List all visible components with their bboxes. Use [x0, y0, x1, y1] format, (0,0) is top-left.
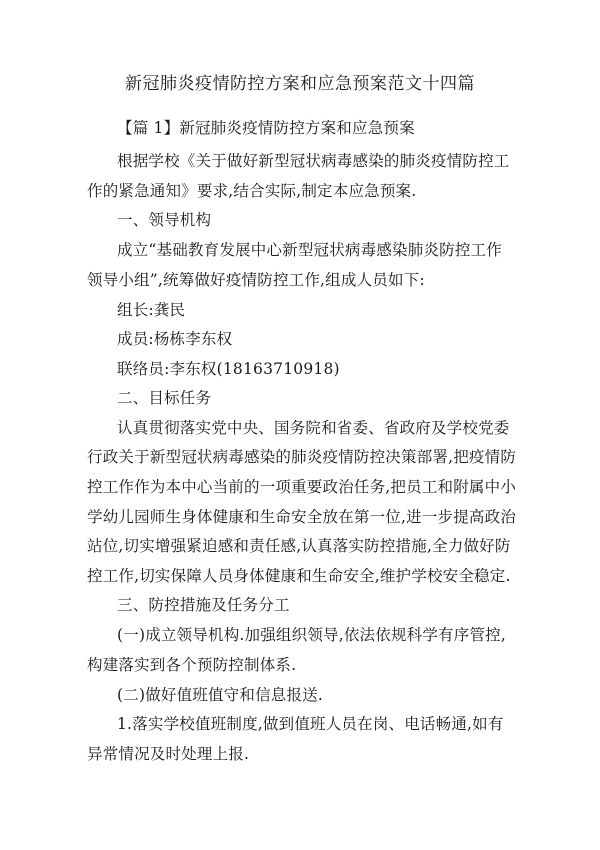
section-heading: 一、领导机构 [117, 211, 212, 229]
paragraph-line: 构建落实到各个预防控制体系. [87, 656, 297, 674]
member-list: 成员:杨栋李东权 [117, 330, 233, 348]
paragraph-line: 根据学校《关于做好新型冠状病毒感染的肺炎疫情防控工 [117, 152, 510, 170]
paragraph-line: (一)成立领导机构.加强组织领导,依法依规科学有序管控, [117, 626, 506, 644]
section-heading: 二、目标任务 [117, 389, 212, 407]
paragraph-line: 学幼儿园师生身体健康和生命安全放在第一位,进一步提高政治 [87, 508, 517, 526]
paragraph-line: 认真贯彻落实党中央、国务院和省委、省政府及学校党委 [117, 419, 510, 437]
paragraph-line: 控工作作为本中心当前的一项重要政治任务,把员工和附属中小 [87, 478, 517, 496]
subsection-heading: (二)做好值班值守和信息报送. [117, 686, 324, 704]
paragraph-line: 作的紧急通知》要求,结合实际,制定本应急预案. [87, 182, 417, 200]
paragraph-line: 控工作,切实保障人员身体健康和生命安全,维护学校安全稳定. [87, 567, 511, 585]
member-leader: 组长:龚民 [117, 301, 186, 319]
section-heading-chapter1: 【篇 1】新冠肺炎疫情防控方案和应急预案 [117, 119, 415, 137]
paragraph-line: 站位,切实增强紧迫感和责任感,认真落实防控措施,全力做好防 [87, 537, 511, 555]
paragraph-line: 异常情况及时处理上报. [87, 745, 250, 763]
paragraph-line: 行政关于新型冠状病毒感染的肺炎疫情防控决策部署,把疫情防 [87, 448, 517, 466]
document-title: 新冠肺炎疫情防控方案和应急预案范文十四篇 [125, 74, 475, 94]
section-heading: 三、防控措施及任务分工 [117, 596, 290, 614]
paragraph-line: 领导小组”,统筹做好疫情防控工作,组成人员如下: [87, 271, 425, 289]
member-contact: 联络员:李东权(18163710918) [117, 360, 340, 378]
paragraph-line: 成立“基础教育发展中心新型冠状病毒感染肺炎防控工作 [117, 241, 502, 259]
paragraph-line: 1.落实学校值班制度,做到值班人员在岗、电话畅通,如有 [117, 715, 504, 733]
